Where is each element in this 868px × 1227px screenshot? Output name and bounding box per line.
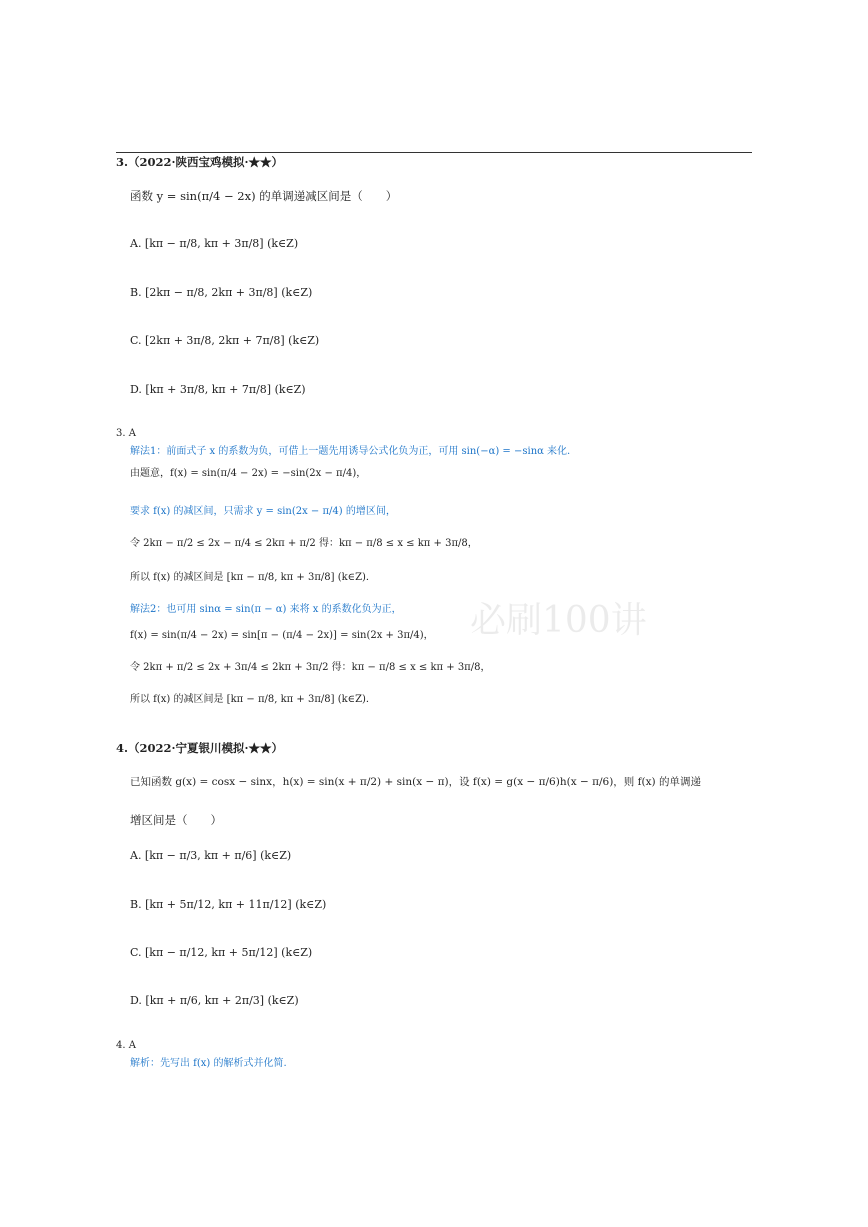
- q3-solution-3: 要求 f(x) 的减区间，只需求 y = sin(2x − π/4) 的增区间，: [130, 506, 396, 517]
- q3-solution-4: 令 2kπ − π/2 ≤ 2x − π/4 ≤ 2kπ + π/2 得：kπ − π/8 ≤ x ≤ kπ + 3π/8，: [130, 538, 478, 549]
- q3-solution-9: 所以 f(x) 的减区间是 [kπ − π/8, kπ + 3π/8] (k∈Z)．: [130, 694, 376, 705]
- q4-option-b: B. [kπ + 5π/12, kπ + 11π/12] (k∈Z): [130, 898, 327, 911]
- top-rule: [116, 152, 752, 153]
- q4-stem-line1: 已知函数 g(x) = cosx − sinx，h(x) = sin(x + π/2) + sin(x − π)，设 f(x) = g(x − π/6)h(x − π/6)，则 f(x) 的单调递: [130, 776, 701, 788]
- q3-option-c: C. [2kπ + 3π/8, 2kπ + 7π/8] (k∈Z): [130, 334, 320, 347]
- q3-header: 3.（2022·陕西宝鸡模拟·★★）: [116, 155, 284, 169]
- q3-option-d: D. [kπ + 3π/8, kπ + 7π/8] (k∈Z): [130, 383, 306, 396]
- watermark-text: 必刷100讲: [470, 600, 647, 641]
- q3-option-b: B. [2kπ − π/8, 2kπ + 3π/8] (k∈Z): [130, 286, 313, 299]
- q3-solution-8: 令 2kπ + π/2 ≤ 2x + 3π/4 ≤ 2kπ + 3π/2 得：kπ − π/8 ≤ x ≤ kπ + 3π/8，: [130, 662, 491, 673]
- q4-option-a: A. [kπ − π/3, kπ + π/6] (k∈Z): [130, 849, 292, 862]
- q3-solution-5: 所以 f(x) 的减区间是 [kπ − π/8, kπ + 3π/8] (k∈Z)．: [130, 572, 376, 583]
- q3-stem: 函数 y = sin(π/4 − 2x) 的单调递减区间是（ ）: [130, 189, 398, 203]
- q3-solution-2: 由题意，f(x) = sin(π/4 − 2x) = −sin(2x − π/4)，: [130, 468, 367, 479]
- q4-solution-1: 解析：先写出 f(x) 的解析式并化简.: [130, 1058, 287, 1069]
- q4-option-d: D. [kπ + π/6, kπ + 2π/3] (k∈Z): [130, 994, 299, 1007]
- q3-solution-6: 解法2：也可用 sinα = sin(π − α) 来将 x 的系数化负为正，: [130, 604, 402, 615]
- q4-header: 4.（2022·宁夏银川模拟·★★）: [116, 741, 284, 755]
- q3-solution-1: 解法1：前面式子 x 的系数为负，可借上一题先用诱导公式化负为正，可用 sin(−α) = −sinα 来化.: [130, 446, 571, 457]
- q4-option-c: C. [kπ − π/12, kπ + 5π/12] (k∈Z): [130, 946, 313, 959]
- q4-stem-line2: 增区间是（ ）: [130, 813, 222, 827]
- q3-answer: 3. A: [116, 428, 136, 439]
- q4-answer: 4. A: [116, 1040, 136, 1051]
- q3-option-a: A. [kπ − π/8, kπ + 3π/8] (k∈Z): [130, 237, 299, 250]
- q3-solution-7: f(x) = sin(π/4 − 2x) = sin[π − (π/4 − 2x)] = sin(2x + 3π/4)，: [130, 630, 434, 641]
